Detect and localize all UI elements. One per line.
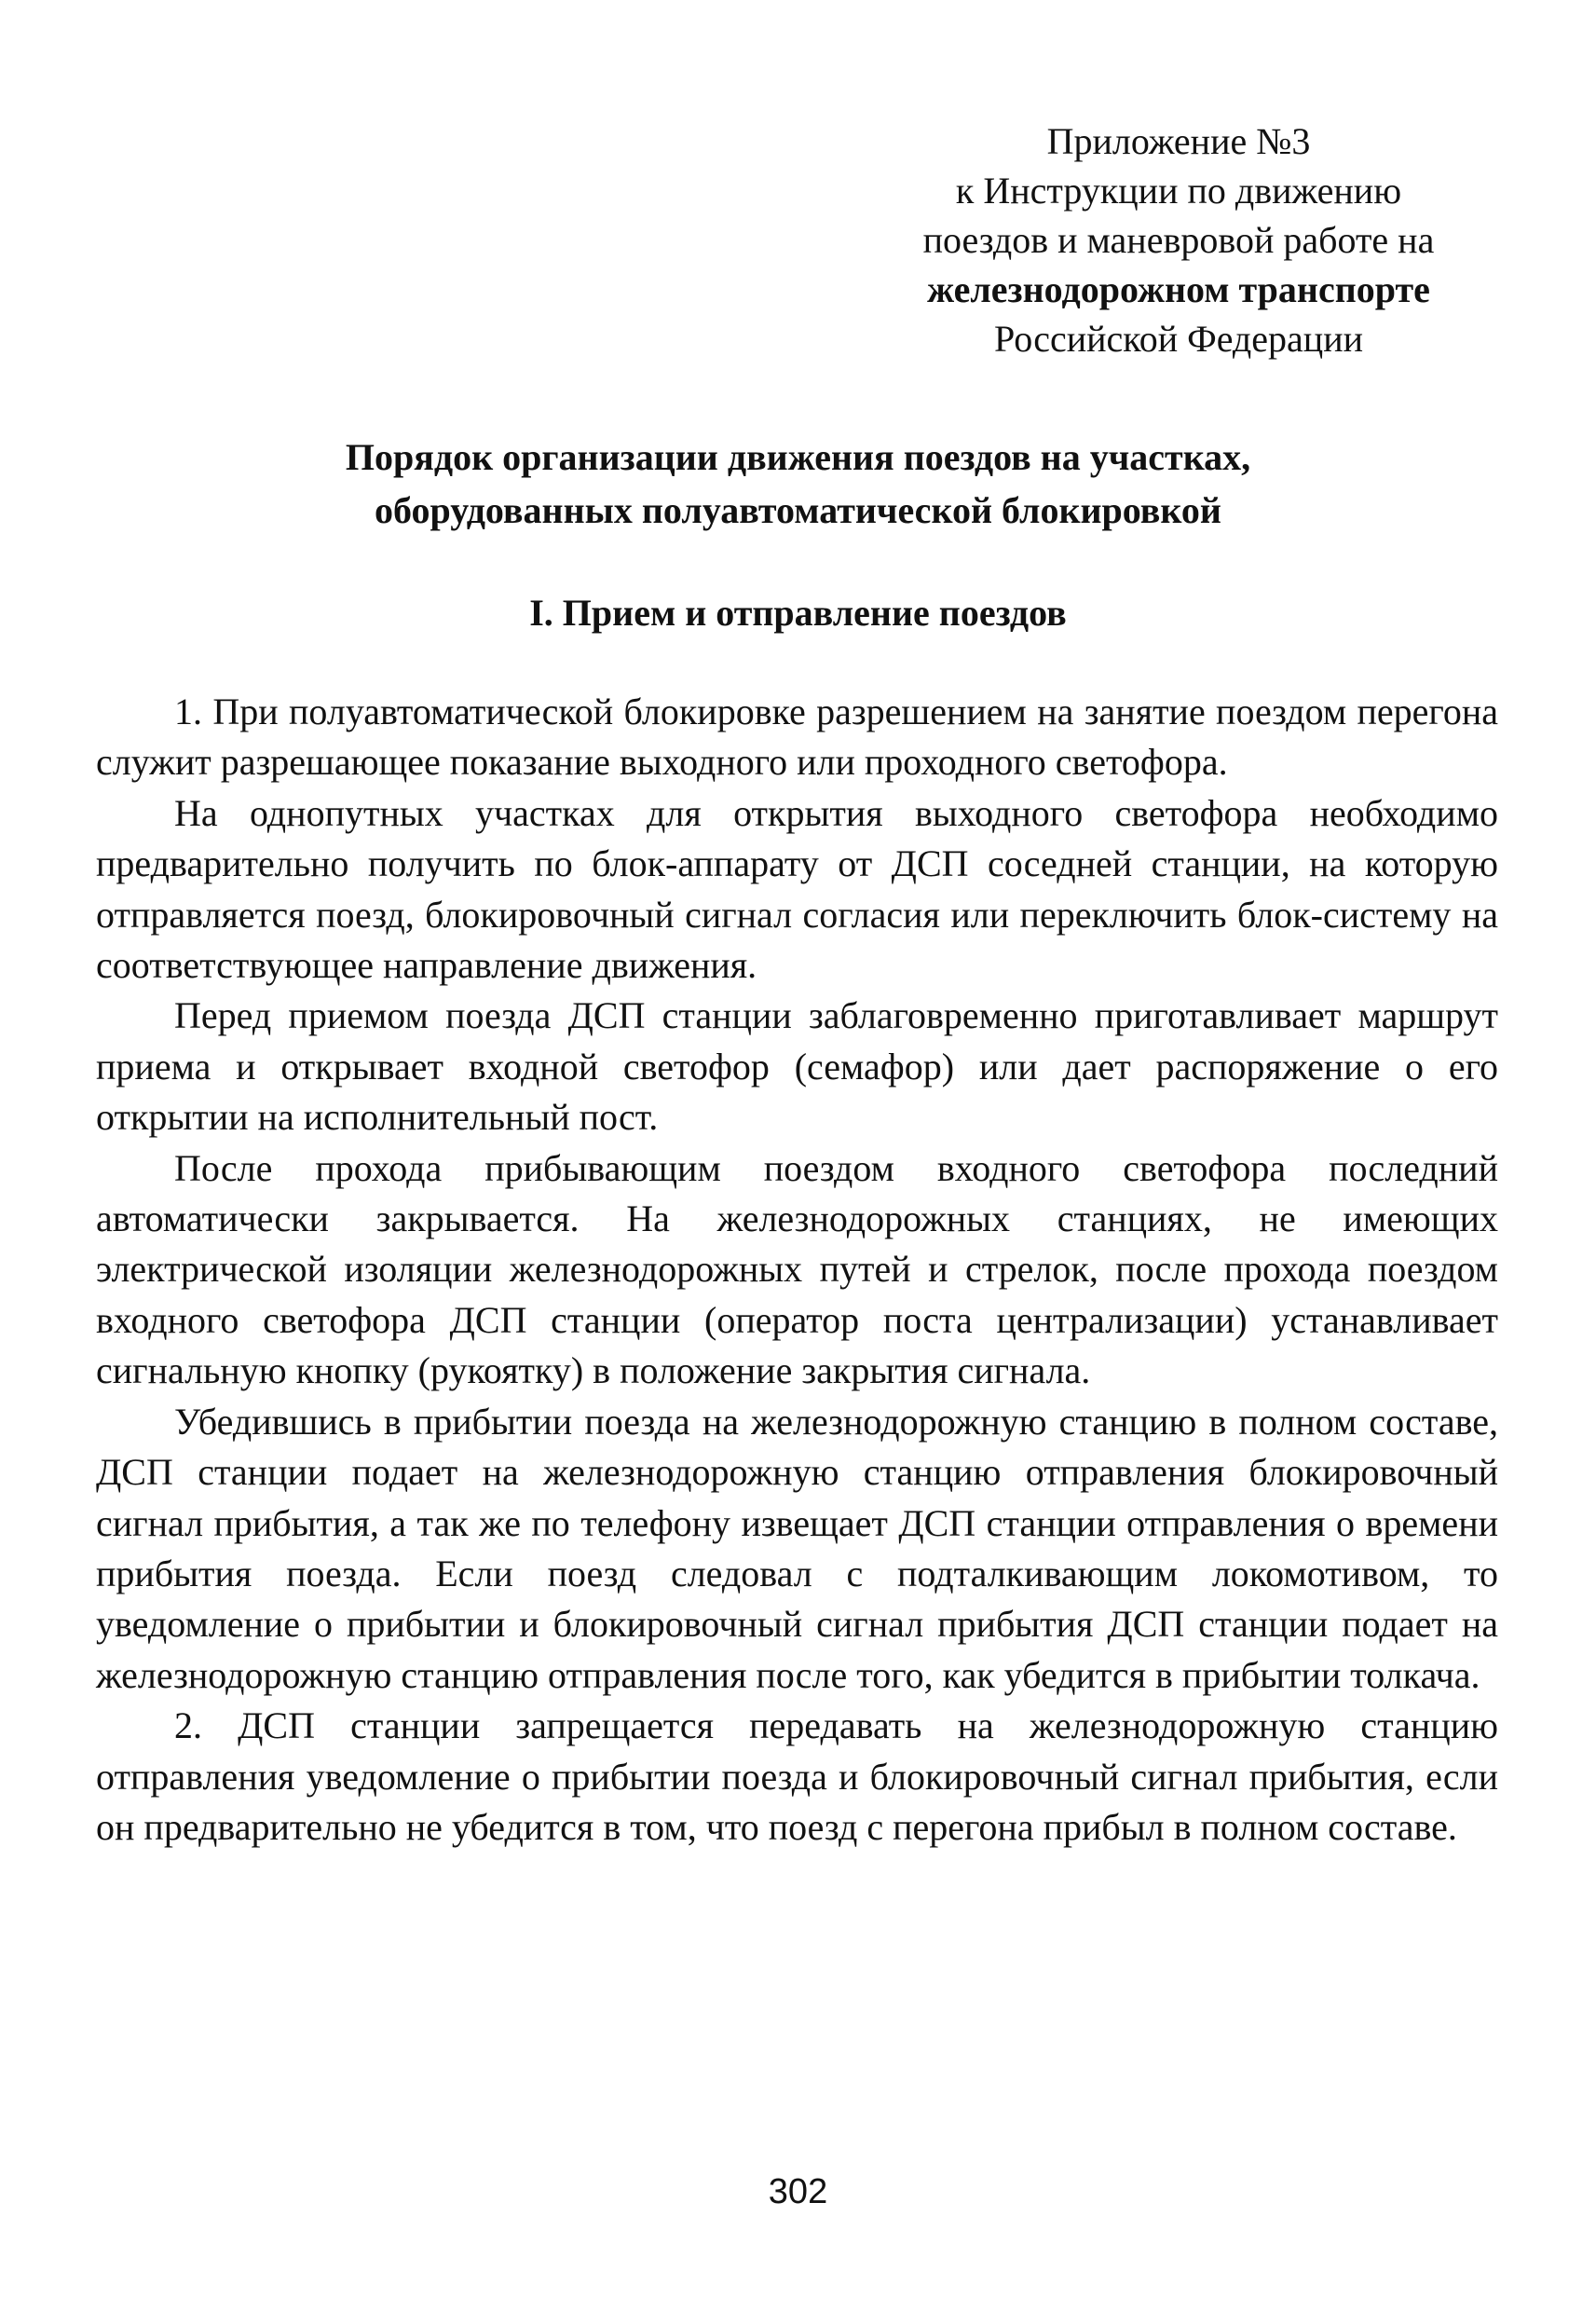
page-number: 302 <box>768 2172 828 2211</box>
paragraph-1: 1. При полуавтоматической блокировке разрешением на занятие поездом перегона служит разрешающее показание выходного или проходного светофора. <box>96 691 1498 784</box>
appendix-line-3: поездов и маневровой работе на <box>922 219 1435 261</box>
appendix-reference <box>820 116 1537 363</box>
paragraph-2: На однопутных участках для открытия выходного светофора необходимо предварительно получить по блок-аппарату от ДСП соседней станции, на которую отправляется поезд, блокировочный сигнал согласия или переключить блок-систему на соответствующее направление движения. <box>96 791 1498 987</box>
paragraph-5: Убедившись в прибытии поезда на железнодорожную станцию в полном составе, ДСП станции подает на железнодорожную станцию отправления блокировочный сигнал прибытия, а так же по телефону извещает ДСП станции отправления о времени прибытия поезда. Если поезд следовал с подталкивающим локомотивом, то уведомление о прибытии и блокировочный сигнал прибытия ДСП станции подает на железнодорожную станцию отправления после того, как убедится в прибытии толкача. <box>96 1400 1498 1696</box>
appendix-line-2: к Инструкции по движению <box>955 170 1402 212</box>
paragraph-3: Перед приемом поезда ДСП станции заблаговременно приготавливает маршрут приема и открывает входной светофор (семафор) или дает распоряжение о его открытии на исполнительный пост. <box>96 994 1498 1139</box>
appendix-line-5: Российской Федерации <box>993 318 1364 360</box>
section-heading: I. Прием и отправление поездов <box>529 592 1067 634</box>
paragraph-4: После прохода прибывающим поездом входного светофора последний автоматически закрывается. На железнодорожных станциях, не имеющих электрической изоляции железнодорожных путей и стрелок, после прохода поездом входного светофора ДСП станции (оператор поста централизации) устанавливает сигнальную кнопку (рукоятку) в положение закрытия сигнала. <box>96 1146 1498 1392</box>
body-text <box>96 687 1498 1853</box>
title-line-1: Порядок организации движения поездов на участках, <box>345 436 1251 478</box>
document-title <box>0 431 1596 537</box>
appendix-line-4: железнодорожном транспорте <box>927 268 1430 310</box>
title-line-2: оборудованных полуавтоматической блокировкой <box>375 489 1221 531</box>
appendix-line-1: Приложение №3 <box>1046 120 1311 162</box>
paragraph-6: 2. ДСП станции запрещается передавать на железнодорожную станцию отправления уведомление о прибытии поезда и блокировочный сигнал прибытия, если он предварительно не убедится в том, что поезд с перегона прибыл в полном составе. <box>96 1704 1498 1848</box>
